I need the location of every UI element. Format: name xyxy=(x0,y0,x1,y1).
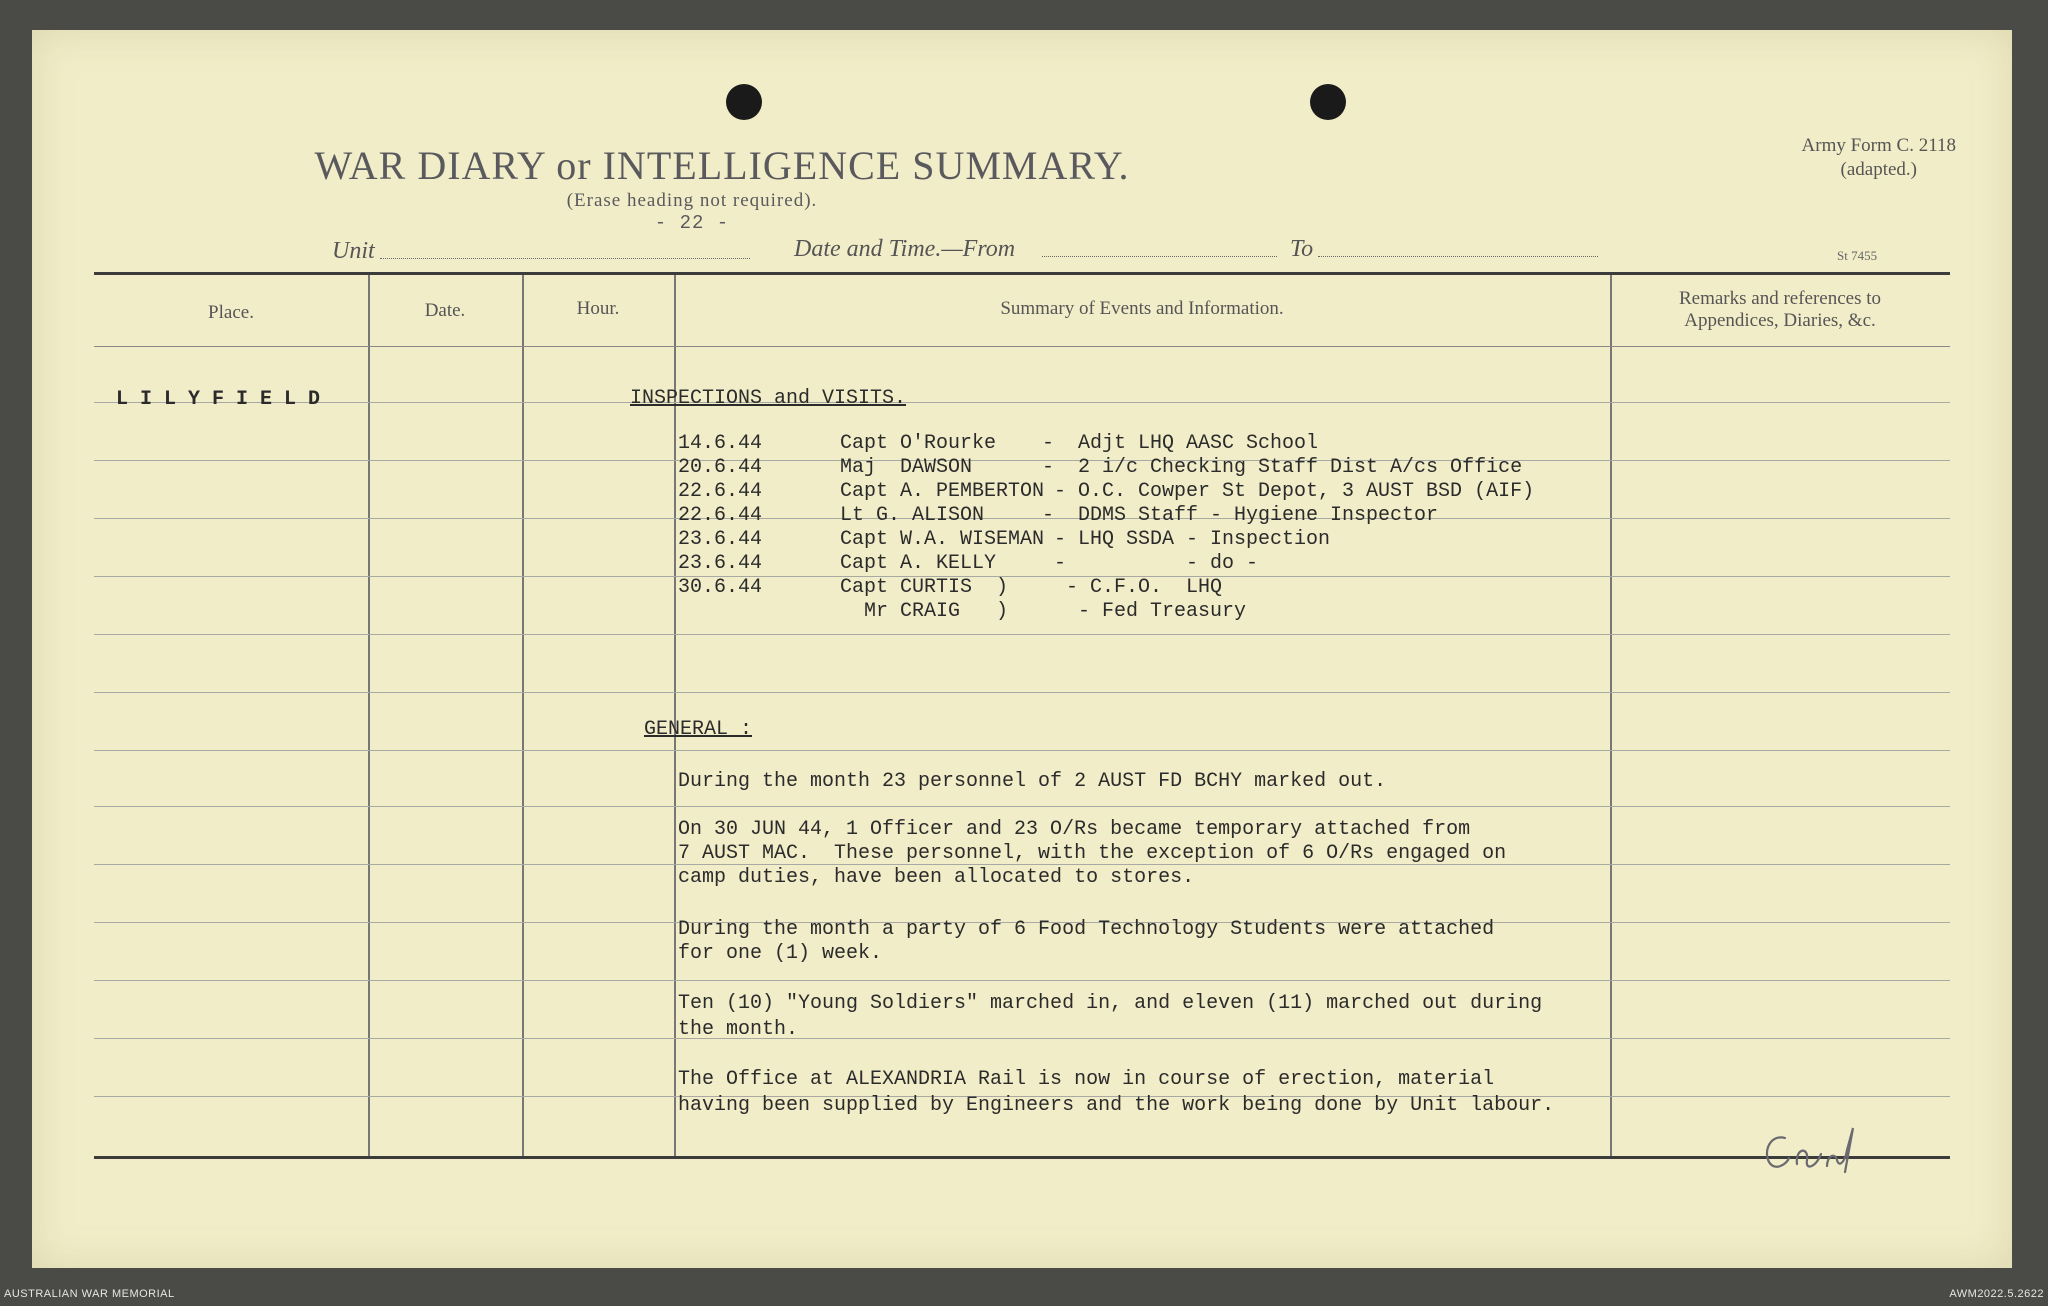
from-field-line xyxy=(1042,256,1277,257)
column-header-remarks xyxy=(1610,288,1950,332)
unit-field-line xyxy=(380,258,750,259)
general-paragraph-3-line-1: During the month a party of 6 Food Technology Students were attached xyxy=(678,918,1495,941)
inspection-sep: - xyxy=(1066,576,1079,599)
column-divider-date xyxy=(522,275,524,1156)
inspection-date: 30.6.44 xyxy=(678,576,763,599)
inspection-name: Mr CRAIG ) xyxy=(840,600,1009,623)
general-paragraph-4-line-2: the month. xyxy=(678,1018,799,1041)
inspection-date: 22.6.44 xyxy=(678,480,763,503)
diary-page xyxy=(32,30,2012,1268)
inspection-name: Maj DAWSON xyxy=(840,456,973,479)
inspection-date: 22.6.44 xyxy=(678,504,763,527)
inspection-name: Capt O'Rourke xyxy=(840,432,997,455)
ruled-line xyxy=(94,634,1950,635)
general-paragraph-2-line-3: camp duties, have been allocated to stores. xyxy=(678,866,1195,889)
inspection-sep: - xyxy=(1054,480,1067,503)
punch-hole-right xyxy=(1310,84,1346,120)
inspection-name: Lt G. ALISON xyxy=(840,504,985,527)
date-time-label: Date and Time.—From xyxy=(794,236,1016,262)
column-header-date: Date. xyxy=(424,300,466,321)
inspection-detail: - do - xyxy=(1078,552,1259,575)
general-paragraph-4-line-1: Ten (10) "Young Soldiers" marched in, and eleven (11) marched out during xyxy=(678,992,1543,1015)
page-number: - 22 - xyxy=(654,212,730,234)
inspection-detail: O.C. Cowper St Depot, 3 AUST BSD (AIF) xyxy=(1078,480,1535,503)
ruled-line xyxy=(94,460,1950,461)
place-name: LILYFIELD xyxy=(116,388,333,411)
army-form-line1: Army Form C. 2118 xyxy=(1801,135,1956,156)
to-label: To xyxy=(1290,236,1314,262)
punch-hole-left xyxy=(726,84,762,120)
inspection-detail: 2 i/c Checking Staff Dist A/cs Office xyxy=(1078,456,1523,479)
inspection-detail: C.F.O. LHQ xyxy=(1090,576,1223,599)
footer-right-reference: AWM2022.5.2622 xyxy=(1949,1288,2044,1300)
ruled-line xyxy=(94,576,1950,577)
remarks-header-line2: Appendices, Diaries, &c. xyxy=(1684,310,1876,331)
ruled-line xyxy=(94,402,1950,403)
table-top-rule xyxy=(94,272,1950,275)
inspection-date: 14.6.44 xyxy=(678,432,763,455)
inspection-sep: - xyxy=(1054,552,1067,575)
general-heading: GENERAL : xyxy=(644,718,753,741)
inspection-detail: DDMS Staff - Hygiene Inspector xyxy=(1078,504,1439,527)
inspections-heading: INSPECTIONS and VISITS. xyxy=(630,387,907,410)
inspection-sep: - xyxy=(1042,432,1055,455)
column-header-summary: Summary of Events and Information. xyxy=(1000,298,1284,319)
inspection-date: 23.6.44 xyxy=(678,528,763,551)
ruled-line xyxy=(94,980,1950,981)
inspection-sep: - xyxy=(1042,456,1055,479)
header-underline xyxy=(94,346,1950,347)
column-header-hour: Hour. xyxy=(576,298,620,319)
ruled-line xyxy=(94,1038,1950,1039)
general-paragraph-5-line-2: having been supplied by Engineers and the work being done by Unit labour. xyxy=(678,1094,1555,1117)
army-form-line2: (adapted.) xyxy=(1840,159,1917,180)
inspection-date: 20.6.44 xyxy=(678,456,763,479)
inspection-sep: - xyxy=(1042,504,1055,527)
ruled-line xyxy=(94,806,1950,807)
ruled-line xyxy=(94,692,1950,693)
army-form-number xyxy=(1802,134,1956,182)
column-divider-place xyxy=(368,275,370,1156)
general-paragraph-2-line-2: 7 AUST MAC. These personnel, with the exception of 6 O/Rs engaged on xyxy=(678,842,1507,865)
inspection-sep: - xyxy=(1078,600,1091,623)
general-paragraph-3-line-2: for one (1) week. xyxy=(678,942,883,965)
form-subtitle: (Erase heading not required). xyxy=(566,190,818,211)
stock-number: St 7455 xyxy=(1837,248,1878,263)
general-paragraph-1-line-1: During the month 23 personnel of 2 AUST FD BCHY marked out. xyxy=(678,770,1387,793)
general-paragraph-5-line-1: The Office at ALEXANDRIA Rail is now in course of erection, material xyxy=(678,1068,1495,1091)
handwritten-initials-signature xyxy=(1757,1120,1877,1180)
form-title: WAR DIARY or INTELLIGENCE SUMMARY. xyxy=(314,143,1130,188)
table-bottom-rule xyxy=(94,1156,1950,1159)
column-header-place: Place. xyxy=(208,302,254,323)
footer-left-credit: AUSTRALIAN WAR MEMORIAL xyxy=(4,1288,175,1300)
inspection-detail: LHQ SSDA - Inspection xyxy=(1078,528,1331,551)
inspection-name: Capt A. PEMBERTON xyxy=(840,480,1045,503)
inspection-name: Capt CURTIS ) xyxy=(840,576,1009,599)
column-divider-summary xyxy=(1610,275,1612,1156)
inspection-detail: Adjt LHQ AASC School xyxy=(1078,432,1319,455)
general-paragraph-2-line-1: On 30 JUN 44, 1 Officer and 23 O/Rs became temporary attached from xyxy=(678,818,1471,841)
inspection-name: Capt A. KELLY xyxy=(840,552,997,575)
ruled-line xyxy=(94,750,1950,751)
ruled-line xyxy=(94,518,1950,519)
unit-label: Unit xyxy=(332,238,375,264)
inspection-name: Capt W.A. WISEMAN xyxy=(840,528,1045,551)
inspection-date: 23.6.44 xyxy=(678,552,763,575)
inspection-detail: Fed Treasury xyxy=(1102,600,1247,623)
remarks-header-line1: Remarks and references to xyxy=(1678,288,1882,309)
inspection-sep: - xyxy=(1054,528,1067,551)
to-field-line xyxy=(1318,256,1598,257)
